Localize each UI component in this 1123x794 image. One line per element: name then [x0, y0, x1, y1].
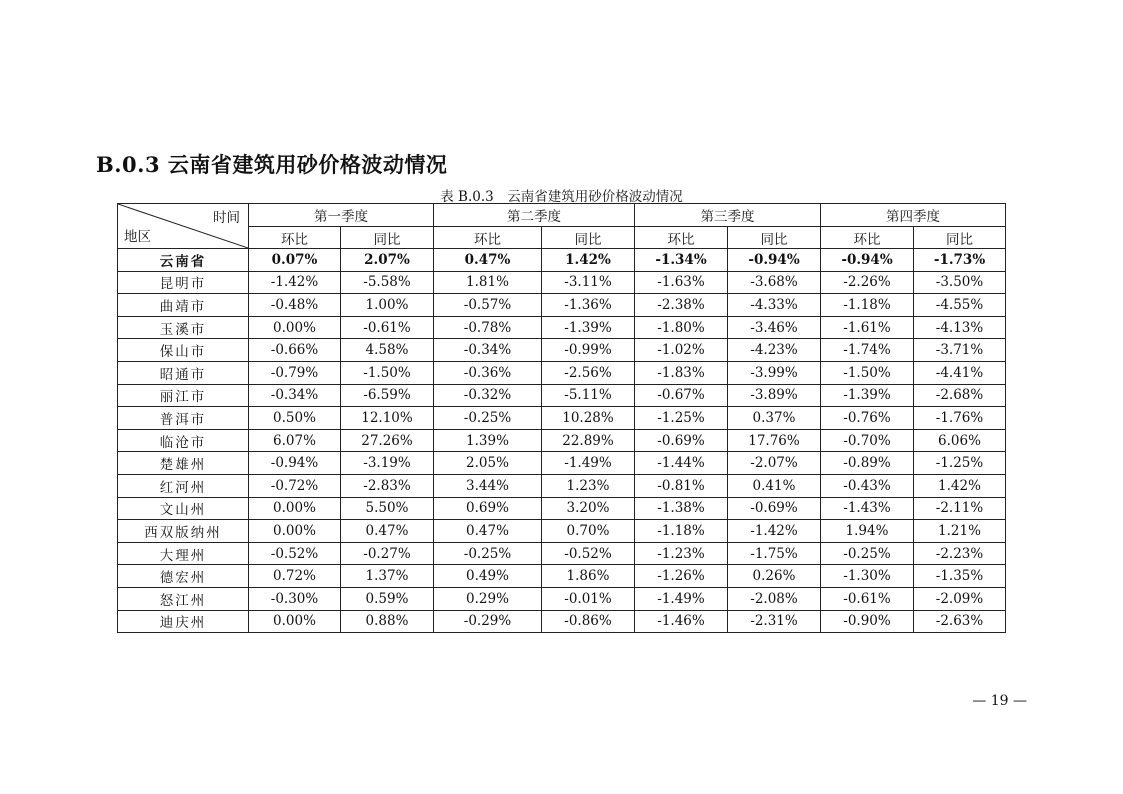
mom-value-cell: -0.30% — [249, 587, 341, 610]
table-row — [118, 520, 1006, 543]
yoy-value-cell: -4.55% — [914, 294, 1006, 317]
table-row — [118, 565, 1006, 588]
yoy-value-cell: 3.20% — [542, 497, 635, 520]
corner-header-cell — [118, 204, 249, 249]
yoy-value-cell: 1.00% — [341, 294, 434, 317]
region-cell: 昭通市 — [118, 361, 249, 384]
yoy-value-cell: -3.68% — [728, 271, 821, 294]
yoy-value-cell: -0.61% — [341, 316, 434, 339]
yoy-value-cell: 17.76% — [728, 429, 821, 452]
table-row — [118, 497, 1006, 520]
yoy-value-cell: -1.73% — [914, 249, 1006, 272]
yoy-header: 同比 — [341, 227, 434, 249]
region-cell: 西双版纳州 — [118, 520, 249, 543]
yoy-value-cell: -3.19% — [341, 452, 434, 475]
region-cell: 大理州 — [118, 542, 249, 565]
mom-value-cell: -1.18% — [821, 294, 914, 317]
mom-value-cell: 0.69% — [434, 497, 542, 520]
mom-value-cell: 6.07% — [249, 429, 341, 452]
yoy-value-cell: -1.50% — [341, 361, 434, 384]
mom-value-cell: -0.94% — [821, 249, 914, 272]
mom-value-cell: -0.36% — [434, 361, 542, 384]
mom-value-cell: -0.94% — [249, 452, 341, 475]
yoy-value-cell: -0.27% — [341, 542, 434, 565]
mom-value-cell: 0.07% — [249, 249, 341, 272]
yoy-header: 同比 — [542, 227, 635, 249]
table-row — [118, 361, 1006, 384]
yoy-value-cell: -1.39% — [542, 316, 635, 339]
region-cell: 迪庆州 — [118, 610, 249, 633]
yoy-value-cell: 27.26% — [341, 429, 434, 452]
yoy-value-cell: -5.11% — [542, 384, 635, 407]
yoy-header: 同比 — [728, 227, 821, 249]
yoy-value-cell: -2.31% — [728, 610, 821, 633]
mom-value-cell: -1.49% — [635, 587, 728, 610]
mom-value-cell: -0.25% — [434, 407, 542, 430]
yoy-value-cell: -2.56% — [542, 361, 635, 384]
mom-value-cell: -1.02% — [635, 339, 728, 362]
yoy-value-cell: -0.52% — [542, 542, 635, 565]
yoy-value-cell: -2.83% — [341, 474, 434, 497]
region-cell: 云南省 — [118, 249, 249, 272]
yoy-value-cell: -2.07% — [728, 452, 821, 475]
yoy-value-cell: -1.36% — [542, 294, 635, 317]
yoy-value-cell: -3.46% — [728, 316, 821, 339]
mom-value-cell: -0.43% — [821, 474, 914, 497]
mom-value-cell: 0.29% — [434, 587, 542, 610]
region-cell: 楚雄州 — [118, 452, 249, 475]
mom-value-cell: -0.29% — [434, 610, 542, 633]
region-cell: 保山市 — [118, 339, 249, 362]
quarter-header: 第三季度 — [635, 204, 821, 227]
yoy-value-cell: 0.59% — [341, 587, 434, 610]
yoy-value-cell: 1.86% — [542, 565, 635, 588]
region-cell: 红河州 — [118, 474, 249, 497]
mom-value-cell: -1.39% — [821, 384, 914, 407]
yoy-value-cell: 0.70% — [542, 520, 635, 543]
mom-value-cell: 0.47% — [434, 520, 542, 543]
yoy-value-cell: 6.06% — [914, 429, 1006, 452]
yoy-value-cell: 5.50% — [341, 497, 434, 520]
yoy-value-cell: -3.71% — [914, 339, 1006, 362]
price-fluctuation-table — [117, 203, 1006, 633]
mom-value-cell: -0.57% — [434, 294, 542, 317]
mom-value-cell: -0.72% — [249, 474, 341, 497]
yoy-value-cell: -0.99% — [542, 339, 635, 362]
table-body — [118, 249, 1006, 633]
yoy-value-cell: 12.10% — [341, 407, 434, 430]
quarter-header: 第四季度 — [821, 204, 1006, 227]
yoy-value-cell: 1.21% — [914, 520, 1006, 543]
table-row — [118, 339, 1006, 362]
yoy-value-cell: 0.26% — [728, 565, 821, 588]
mom-value-cell: -0.61% — [821, 587, 914, 610]
yoy-value-cell: -2.09% — [914, 587, 1006, 610]
mom-value-cell: -0.70% — [821, 429, 914, 452]
table-row — [118, 587, 1006, 610]
mom-value-cell: -1.18% — [635, 520, 728, 543]
mom-value-cell: -0.66% — [249, 339, 341, 362]
region-cell: 玉溪市 — [118, 316, 249, 339]
mom-value-cell: 0.47% — [434, 249, 542, 272]
mom-value-cell: 0.00% — [249, 316, 341, 339]
mom-value-cell: -1.44% — [635, 452, 728, 475]
yoy-value-cell: -2.68% — [914, 384, 1006, 407]
mom-value-cell: -1.80% — [635, 316, 728, 339]
mom-value-cell: -1.61% — [821, 316, 914, 339]
mom-value-cell: -0.69% — [635, 429, 728, 452]
region-cell: 曲靖市 — [118, 294, 249, 317]
yoy-value-cell: -3.50% — [914, 271, 1006, 294]
mom-value-cell: -1.30% — [821, 565, 914, 588]
yoy-value-cell: 1.23% — [542, 474, 635, 497]
mom-value-cell: -1.23% — [635, 542, 728, 565]
quarter-header: 第二季度 — [434, 204, 635, 227]
mom-value-cell: -0.76% — [821, 407, 914, 430]
region-cell: 昆明市 — [118, 271, 249, 294]
region-cell: 临沧市 — [118, 429, 249, 452]
region-cell: 怒江州 — [118, 587, 249, 610]
mom-header: 环比 — [434, 227, 542, 249]
mom-value-cell: -1.25% — [635, 407, 728, 430]
mom-value-cell: -0.52% — [249, 542, 341, 565]
yoy-header: 同比 — [914, 227, 1006, 249]
yoy-value-cell: 0.88% — [341, 610, 434, 633]
mom-value-cell: -1.74% — [821, 339, 914, 362]
yoy-value-cell: -4.13% — [914, 316, 1006, 339]
mom-header: 环比 — [821, 227, 914, 249]
yoy-value-cell: 1.42% — [542, 249, 635, 272]
mom-value-cell: -1.50% — [821, 361, 914, 384]
yoy-value-cell: 1.42% — [914, 474, 1006, 497]
yoy-value-cell: -6.59% — [341, 384, 434, 407]
mom-value-cell: -1.46% — [635, 610, 728, 633]
region-cell: 普洱市 — [118, 407, 249, 430]
yoy-value-cell: 0.47% — [341, 520, 434, 543]
mom-value-cell: -0.79% — [249, 361, 341, 384]
mom-value-cell: -0.89% — [821, 452, 914, 475]
mom-value-cell: -2.26% — [821, 271, 914, 294]
yoy-value-cell: -4.23% — [728, 339, 821, 362]
mom-value-cell: -0.34% — [249, 384, 341, 407]
mom-value-cell: -0.25% — [434, 542, 542, 565]
mom-header: 环比 — [249, 227, 341, 249]
region-cell: 文山州 — [118, 497, 249, 520]
yoy-value-cell: 4.58% — [341, 339, 434, 362]
mom-value-cell: -1.42% — [249, 271, 341, 294]
yoy-value-cell: 22.89% — [542, 429, 635, 452]
page-number: — 19 — — [972, 693, 1027, 709]
yoy-value-cell: -3.99% — [728, 361, 821, 384]
yoy-value-cell: 0.37% — [728, 407, 821, 430]
time-label: 时间 — [213, 210, 240, 226]
mom-value-cell: 0.49% — [434, 565, 542, 588]
yoy-value-cell: -4.41% — [914, 361, 1006, 384]
table-row — [118, 249, 1006, 272]
yoy-value-cell: -1.25% — [914, 452, 1006, 475]
region-label: 地区 — [124, 229, 151, 245]
mom-value-cell: -0.90% — [821, 610, 914, 633]
mom-header: 环比 — [635, 227, 728, 249]
mom-value-cell: -0.25% — [821, 542, 914, 565]
mom-value-cell: -1.83% — [635, 361, 728, 384]
table-caption: 表 B.0.3 云南省建筑用砂价格波动情况 — [440, 189, 683, 205]
mom-value-cell: 0.50% — [249, 407, 341, 430]
mom-value-cell: 1.81% — [434, 271, 542, 294]
mom-value-cell: 2.05% — [434, 452, 542, 475]
table-row — [118, 610, 1006, 633]
mom-value-cell: -0.78% — [434, 316, 542, 339]
table-row — [118, 429, 1006, 452]
yoy-value-cell: 2.07% — [341, 249, 434, 272]
yoy-value-cell: -0.86% — [542, 610, 635, 633]
table-row — [118, 452, 1006, 475]
mom-value-cell: 0.00% — [249, 520, 341, 543]
table-row — [118, 542, 1006, 565]
mom-value-cell: -2.38% — [635, 294, 728, 317]
mom-value-cell: -0.48% — [249, 294, 341, 317]
mom-value-cell: 0.00% — [249, 610, 341, 633]
mom-value-cell: -1.43% — [821, 497, 914, 520]
table-row — [118, 271, 1006, 294]
region-cell: 德宏州 — [118, 565, 249, 588]
yoy-value-cell: -0.94% — [728, 249, 821, 272]
yoy-value-cell: 10.28% — [542, 407, 635, 430]
yoy-value-cell: -1.75% — [728, 542, 821, 565]
yoy-value-cell: -2.11% — [914, 497, 1006, 520]
table-row — [118, 316, 1006, 339]
yoy-value-cell: 0.41% — [728, 474, 821, 497]
yoy-value-cell: -2.08% — [728, 587, 821, 610]
mom-value-cell: -0.32% — [434, 384, 542, 407]
yoy-value-cell: -2.63% — [914, 610, 1006, 633]
mom-value-cell: -1.34% — [635, 249, 728, 272]
yoy-value-cell: -4.33% — [728, 294, 821, 317]
table-row — [118, 474, 1006, 497]
mom-value-cell: 0.00% — [249, 497, 341, 520]
mom-value-cell: -1.38% — [635, 497, 728, 520]
table-row — [118, 294, 1006, 317]
yoy-value-cell: -5.58% — [341, 271, 434, 294]
yoy-value-cell: -0.01% — [542, 587, 635, 610]
yoy-value-cell: -3.89% — [728, 384, 821, 407]
yoy-value-cell: -0.69% — [728, 497, 821, 520]
mom-value-cell: -0.67% — [635, 384, 728, 407]
mom-value-cell: -0.34% — [434, 339, 542, 362]
mom-value-cell: -1.26% — [635, 565, 728, 588]
yoy-value-cell: -1.49% — [542, 452, 635, 475]
yoy-value-cell: -2.23% — [914, 542, 1006, 565]
quarter-header: 第一季度 — [249, 204, 434, 227]
yoy-value-cell: -1.76% — [914, 407, 1006, 430]
yoy-value-cell: 1.37% — [341, 565, 434, 588]
yoy-value-cell: -1.42% — [728, 520, 821, 543]
mom-value-cell: 1.94% — [821, 520, 914, 543]
mom-value-cell: 3.44% — [434, 474, 542, 497]
table-row — [118, 407, 1006, 430]
region-cell: 丽江市 — [118, 384, 249, 407]
yoy-value-cell: -3.11% — [542, 271, 635, 294]
yoy-value-cell: -1.35% — [914, 565, 1006, 588]
mom-value-cell: 1.39% — [434, 429, 542, 452]
mom-value-cell: 0.72% — [249, 565, 341, 588]
mom-value-cell: -0.81% — [635, 474, 728, 497]
mom-value-cell: -1.63% — [635, 271, 728, 294]
table-row — [118, 384, 1006, 407]
section-heading: B.0.3 云南省建筑用砂价格波动情况 — [96, 152, 448, 177]
